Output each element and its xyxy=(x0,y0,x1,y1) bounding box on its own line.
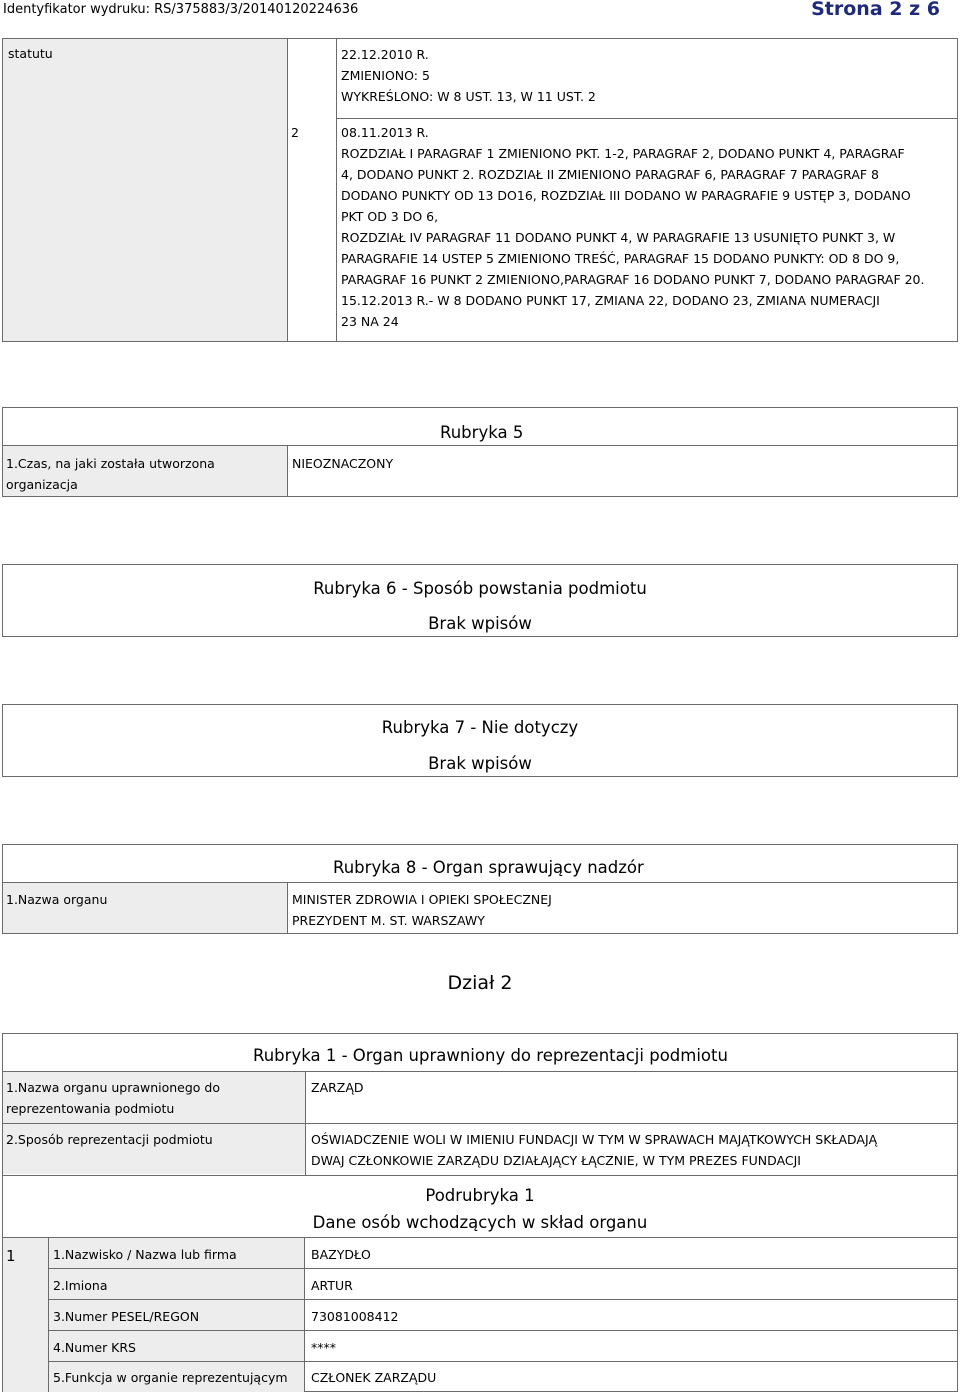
entry-line: PARAGRAFIE 14 USTEP 5 ZMIENIONO TREŚĆ, PARAGRAF 15 DODANO PUNKTY: OD 8 DO 9, xyxy=(341,251,900,266)
rubryka-8-title: Rubryka 8 - Organ sprawujący nadzór xyxy=(333,858,644,877)
entry-line: 15.12.2013 R.- W 8 DODANO PUNKT 17, ZMIANA 22, DODANO 23, ZMIANA NUMERACJI xyxy=(341,293,880,308)
rubryka-5-label: 1.Czas, na jaki została utworzona xyxy=(6,456,215,471)
rubryka-6-empty: Brak wpisów xyxy=(428,614,532,633)
rubryka-8-value: MINISTER ZDROWIA I OPIEKI SPOŁECZNEJ xyxy=(292,892,552,907)
entry-line: ROZDZIAŁ I PARAGRAF 1 ZMIENIONO PKT. 1-2, PARAGRAF 2, DODANO PUNKT 4, PARAGRAF xyxy=(341,146,905,161)
rubryka-7-title: Rubryka 7 - Nie dotyczy xyxy=(381,718,579,737)
rubryka-5-label: organizacja xyxy=(6,477,78,492)
entry-line: PARAGRAF 16 PUNKT 2 ZMIENIONO,PARAGRAF 16 DODANO PUNKT 7, DODANO PARAGRAF 20. xyxy=(341,272,925,287)
person-index: 1 xyxy=(6,1247,16,1265)
rubryka-1-title: Rubryka 1 - Organ uprawniony do reprezentacji podmiotu xyxy=(253,1046,728,1065)
rubryka-7-empty: Brak wpisów xyxy=(428,754,532,773)
person-field-value: CZŁONEK ZARZĄDU xyxy=(311,1370,437,1385)
representation-body-label: 1.Nazwa organu uprawnionego do xyxy=(6,1080,221,1095)
person-field-label: 3.Numer PESEL/REGON xyxy=(53,1309,200,1324)
rubryka-5-title: Rubryka 5 xyxy=(440,423,524,442)
representation-method-label: 2.Sposób reprezentacji podmiotu xyxy=(6,1132,213,1147)
person-field-value: **** xyxy=(311,1340,336,1355)
person-field-value: ARTUR xyxy=(311,1278,353,1293)
person-field-label: 5.Funkcja w organie reprezentującym xyxy=(53,1370,288,1385)
podrubryka-title: Podrubryka 1 xyxy=(425,1186,535,1205)
podrubryka-subtitle: Dane osób wchodzących w skład organu xyxy=(312,1213,648,1232)
representation-method-value: OŚWIADCZENIE WOLI W IMIENIU FUNDACJI W TYM W SPRAWACH MAJĄTKOWYCH SKŁADAJĄ xyxy=(311,1132,878,1147)
entry-line: 22.12.2010 R. xyxy=(341,47,429,62)
rubryka-8-label: 1.Nazwa organu xyxy=(6,892,108,907)
entry-line: WYKREŚLONO: W 8 UST. 13, W 11 UST. 2 xyxy=(341,89,596,104)
representation-body-value: ZARZĄD xyxy=(311,1080,364,1095)
statute-entry-2 xyxy=(341,122,951,332)
entry-line: ROZDZIAŁ IV PARAGRAF 11 DODANO PUNKT 4, W PARAGRAFIE 13 USUNIĘTO PUNKT 3, W xyxy=(341,230,896,245)
entry-line: 23 NA 24 xyxy=(341,314,399,329)
rubryka-8-value: PREZYDENT M. ST. WARSZAWY xyxy=(292,913,485,928)
section-title: Dział 2 xyxy=(447,972,513,994)
entry-line: DODANO PUNKTY OD 13 DO16, ROZDZIAŁ III DODANO W PARAGRAFIE 9 USTĘP 3, DODANO xyxy=(341,188,911,203)
page-number: Strona 2 z 6 xyxy=(811,0,940,20)
entry-line: PKT OD 3 DO 6, xyxy=(341,209,439,224)
person-field-value: BAZYDŁO xyxy=(311,1247,371,1262)
statute-label: statutu xyxy=(8,46,53,61)
person-field-label: 2.Imiona xyxy=(53,1278,108,1293)
person-field-label: 1.Nazwisko / Nazwa lub firma xyxy=(53,1247,237,1262)
entry-line: 4, DODANO PUNKT 2. ROZDZIAŁ II ZMIENIONO PARAGRAF 6, PARAGRAF 7 PARAGRAF 8 xyxy=(341,167,880,182)
print-identifier: Identyfikator wydruku: RS/375883/3/20140120224636 xyxy=(3,2,359,17)
entry-line: ZMIENIONO: 5 xyxy=(341,68,430,83)
person-field-label: 4.Numer KRS xyxy=(53,1340,136,1355)
entry-line: 08.11.2013 R. xyxy=(341,125,429,140)
rubryka-5-value: NIEOZNACZONY xyxy=(292,456,394,471)
representation-body-label: reprezentowania podmiotu xyxy=(6,1101,175,1116)
entry-number: 2 xyxy=(291,125,299,140)
representation-method-value: DWAJ CZŁONKOWIE ZARZĄDU DZIAŁAJĄCY ŁĄCZNIE, W TYM PREZES FUNDACJI xyxy=(311,1153,801,1168)
statute-label-cell xyxy=(3,39,287,341)
statute-entry-1 xyxy=(341,44,951,107)
person-field-value: 73081008412 xyxy=(311,1309,399,1324)
rubryka-6-title: Rubryka 6 - Sposób powstania podmiotu xyxy=(313,579,647,598)
